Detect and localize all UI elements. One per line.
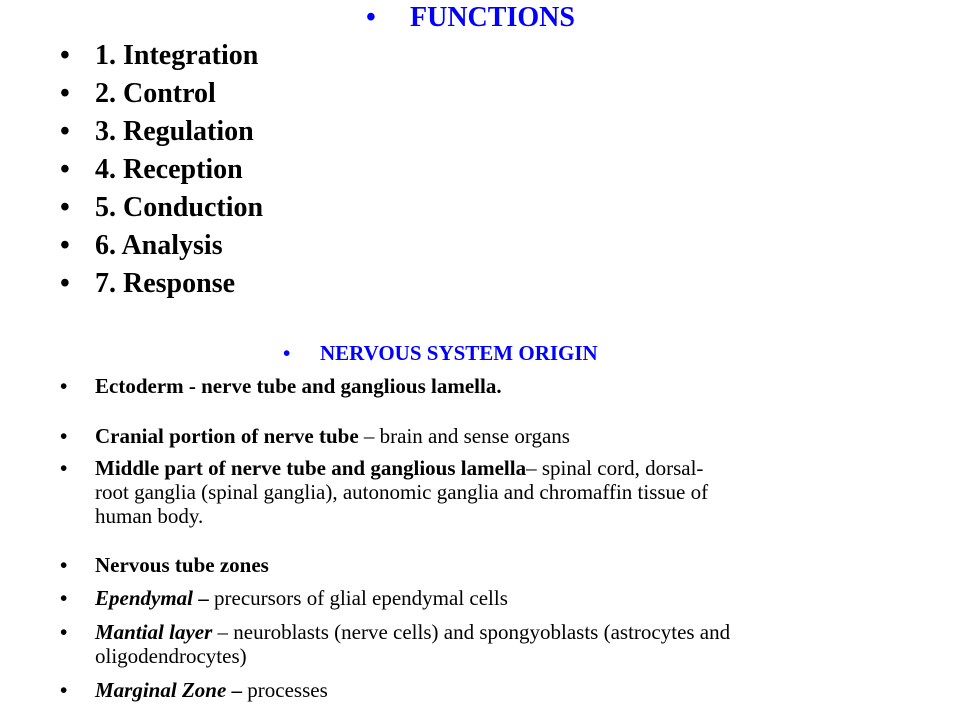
marginal-term: Marginal Zone xyxy=(95,678,227,702)
bullet: • xyxy=(60,192,70,223)
functions-title: FUNCTIONS xyxy=(410,2,575,33)
middle-text-line1 xyxy=(95,456,703,481)
bullet: • xyxy=(60,154,70,185)
origin-title: NERVOUS SYSTEM ORIGIN xyxy=(320,341,598,365)
bullet: • xyxy=(60,620,68,644)
marginal-desc: processes xyxy=(247,678,328,702)
middle-text-line3: human body. xyxy=(95,504,204,528)
ependymal-term: Ependymal xyxy=(95,586,193,610)
function-item: 5. Conduction xyxy=(95,192,264,223)
bullet: • xyxy=(366,2,376,33)
bullet: • xyxy=(60,116,70,147)
middle-text-line2: root ganglia (spinal ganglia), autonomic ganglia and chromaffin tissue of xyxy=(95,480,709,504)
bullet: • xyxy=(60,268,70,299)
zones-title: Nervous tube zones xyxy=(95,553,269,577)
bullet: • xyxy=(60,78,70,109)
function-item: 7. Response xyxy=(95,268,236,299)
bullet: • xyxy=(60,678,68,702)
ependymal-desc: precursors of glial ependymal cells xyxy=(214,586,508,610)
ependymal-dash: – xyxy=(193,586,214,610)
bullet: • xyxy=(283,341,291,365)
bullet: • xyxy=(60,374,68,398)
bullet: • xyxy=(60,230,70,261)
mantial-text-line2: oligodendrocytes) xyxy=(95,644,247,668)
middle-desc: – spinal cord, dorsal- xyxy=(526,456,704,480)
function-item: 1. Integration xyxy=(95,40,259,71)
mantial-text-line1 xyxy=(95,620,730,645)
ependymal-text xyxy=(95,586,508,611)
function-item: 3. Regulation xyxy=(95,116,254,147)
middle-term: Middle part of nerve tube and ganglious lamella xyxy=(95,456,527,480)
function-item: 6. Analysis xyxy=(95,230,223,261)
function-item: 2. Control xyxy=(95,78,216,109)
mantial-desc: – neuroblasts (nerve cells) and spongyoblasts (astrocytes and xyxy=(212,620,731,644)
cranial-term: Cranial portion of nerve tube xyxy=(95,424,359,448)
function-item: 4. Reception xyxy=(95,154,243,185)
ectoderm-text: Ectoderm - nerve tube and ganglious lamella. xyxy=(95,374,502,398)
bullet: • xyxy=(60,456,68,480)
bullet: • xyxy=(60,424,68,448)
bullet: • xyxy=(60,40,70,71)
bullet: • xyxy=(60,553,68,577)
mantial-term: Mantial layer xyxy=(95,620,213,644)
marginal-dash: – xyxy=(226,678,248,702)
cranial-text xyxy=(95,424,570,449)
marginal-text xyxy=(95,678,328,703)
cranial-desc: – brain and sense organs xyxy=(358,424,570,448)
bullet: • xyxy=(60,586,68,610)
